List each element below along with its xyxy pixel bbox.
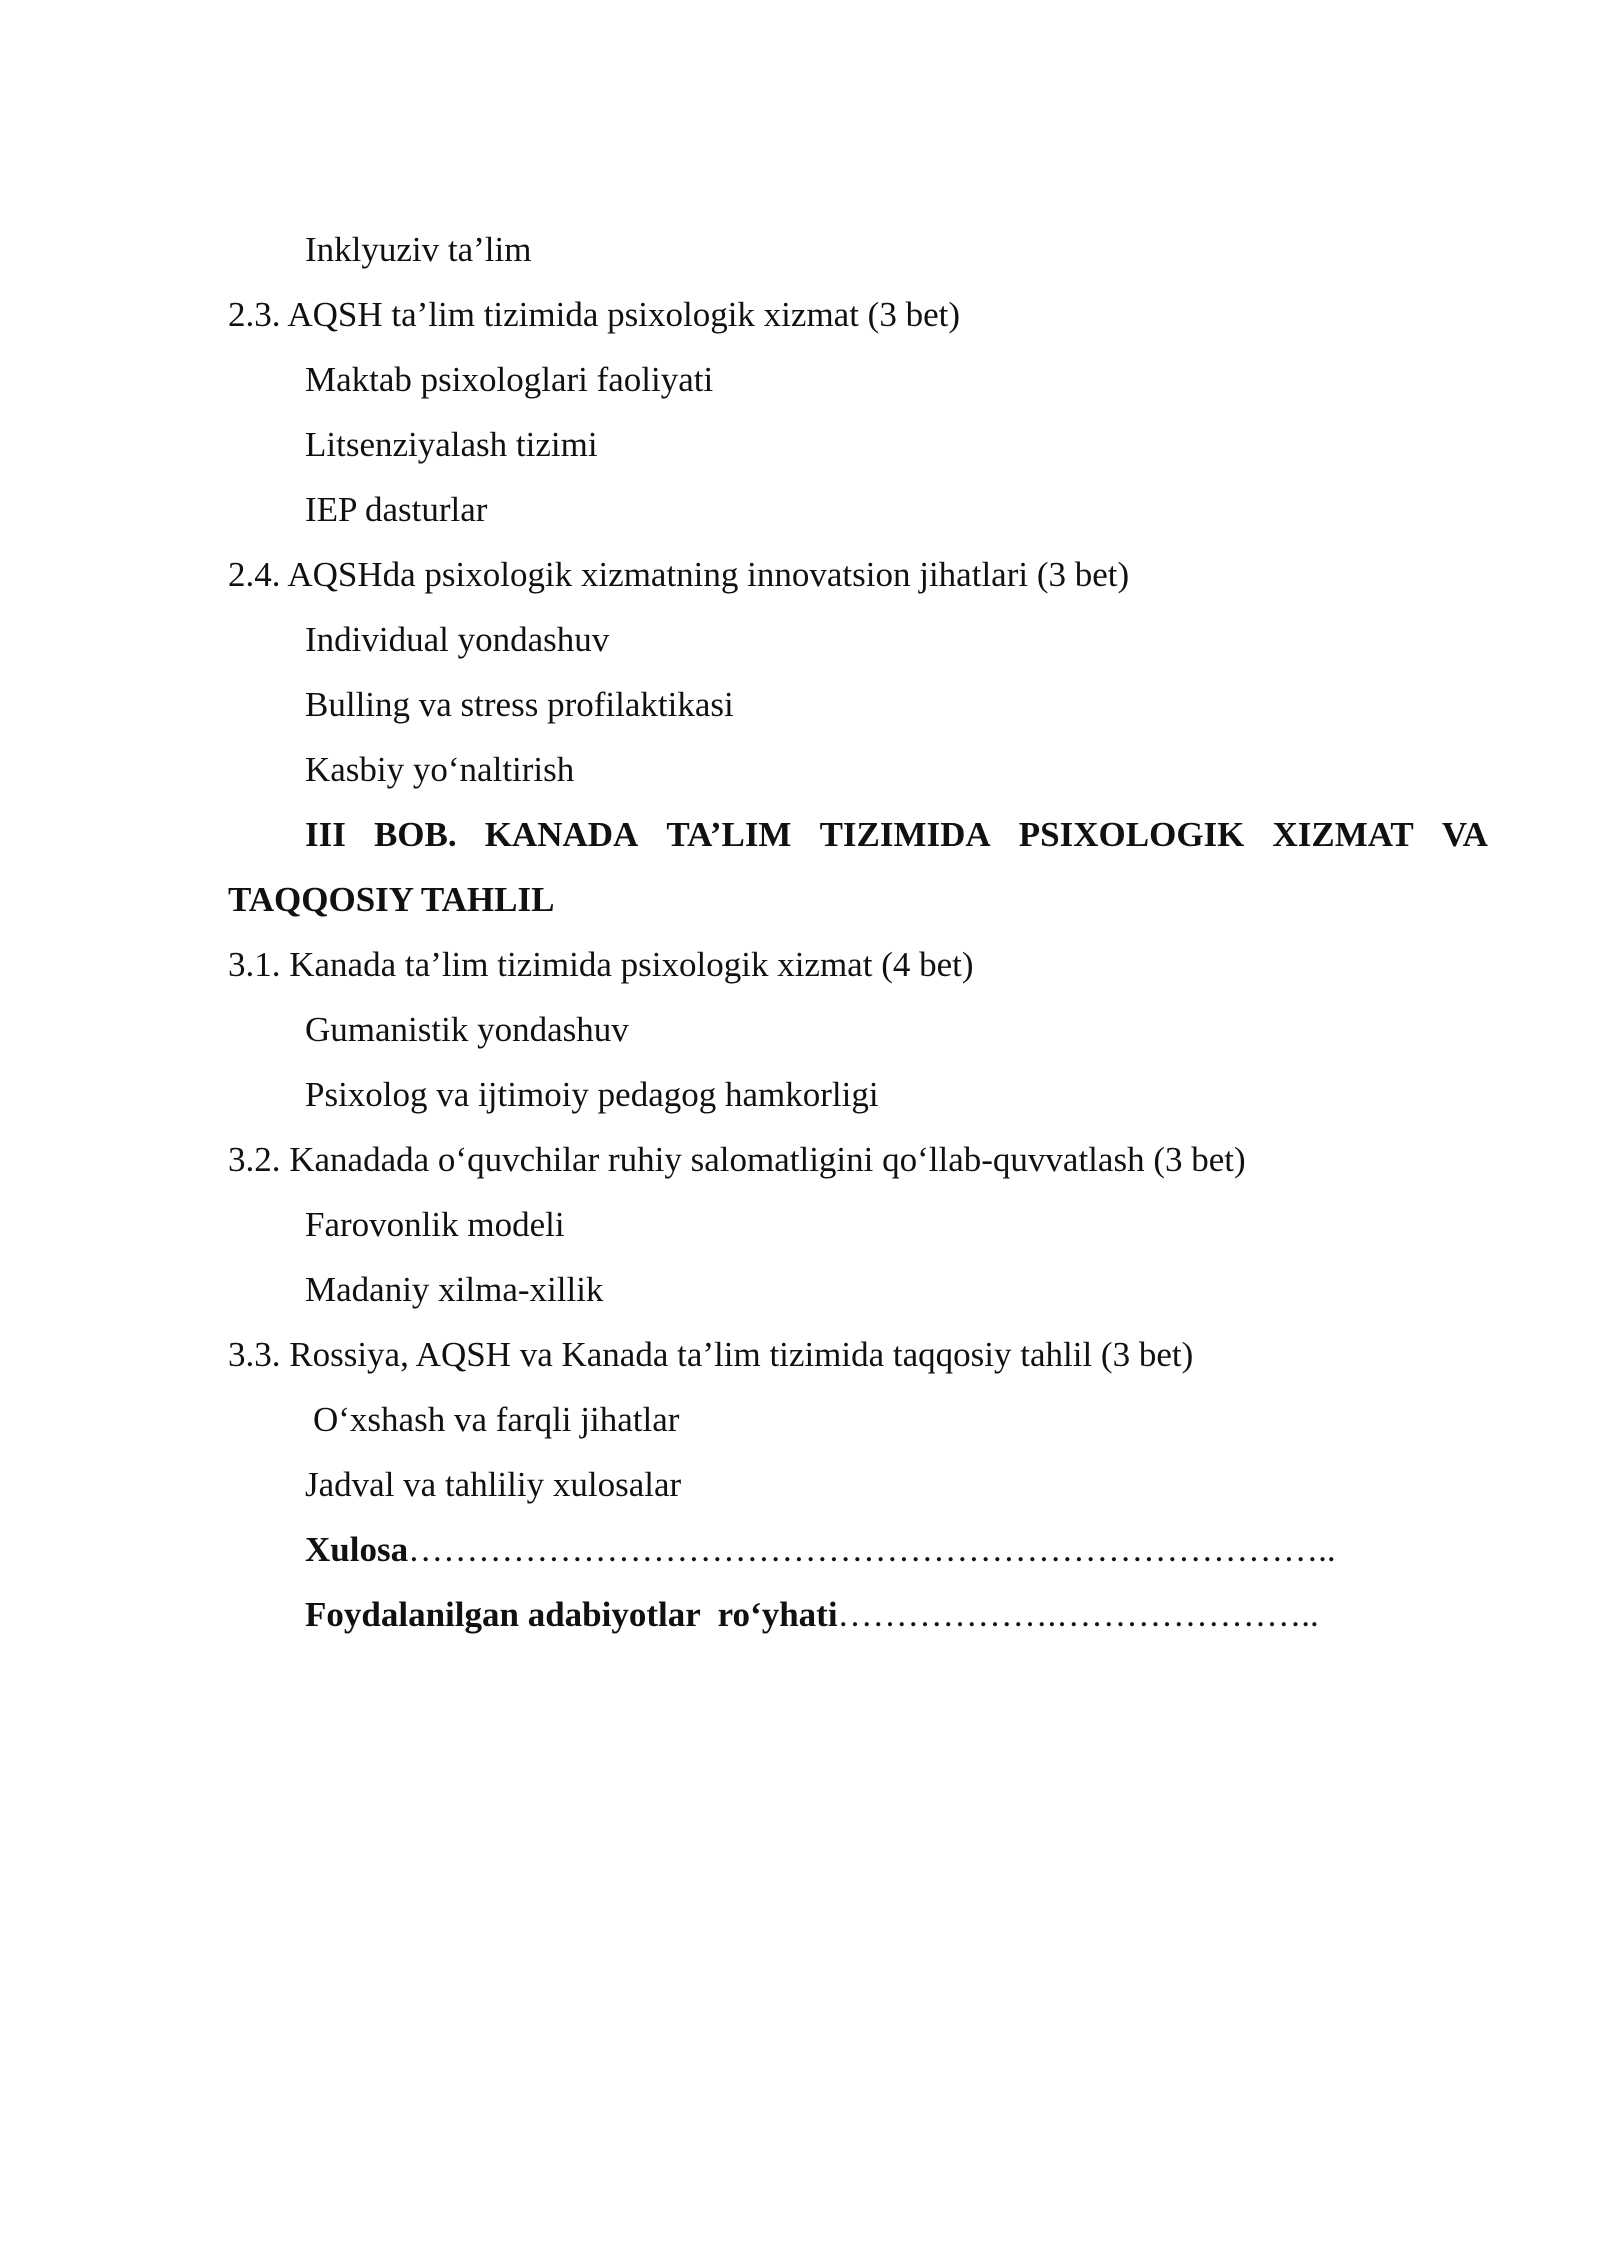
references-leader: ……………….………………….. bbox=[837, 1595, 1319, 1634]
chapter-word: TA’LIM bbox=[666, 815, 792, 854]
chapter-word: KANADA bbox=[484, 815, 639, 854]
toc-section: 2.3. AQSH ta’lim tizimida psixologik xizmat (3 bet) bbox=[228, 295, 960, 334]
toc-section: 3.2. Kanadada o‘quvchilar ruhiy salomatligini qo‘llab-quvvatlash (3 bet) bbox=[228, 1140, 1246, 1179]
toc-subitem: Gumanistik yondashuv bbox=[305, 1010, 629, 1049]
conclusion-label: Xulosa bbox=[305, 1530, 409, 1569]
chapter-word: BOB. bbox=[373, 815, 457, 854]
toc-section: 3.1. Kanada ta’lim tizimida psixologik xizmat (4 bet) bbox=[228, 945, 974, 984]
chapter-heading bbox=[305, 813, 1488, 857]
toc-subitem: Madaniy xilma-xillik bbox=[305, 1270, 604, 1309]
toc-section: 3.3. Rossiya, AQSH va Kanada ta’lim tizimida taqqosiy tahlil (3 bet) bbox=[228, 1335, 1194, 1374]
toc-subitem: Individual yondashuv bbox=[305, 620, 610, 659]
references-label: Foydalanilgan adabiyotlar ro‘yhati bbox=[305, 1595, 838, 1634]
chapter-heading-continuation: TAQQOSIY TAHLIL bbox=[228, 880, 555, 919]
chapter-word: VA bbox=[1441, 815, 1488, 854]
toc-subitem: Maktab psixologlari faoliyati bbox=[305, 360, 714, 399]
toc-subitem: Inklyuziv ta’lim bbox=[305, 230, 532, 269]
chapter-word: III bbox=[305, 815, 346, 854]
toc-subitem: Jadval va tahliliy xulosalar bbox=[305, 1465, 682, 1504]
conclusion-leader: …………………………………………………………………….. bbox=[408, 1530, 1336, 1569]
toc-references bbox=[305, 1593, 1319, 1637]
toc-subitem: Psixolog va ijtimoiy pedagog hamkorligi bbox=[305, 1075, 879, 1114]
chapter-word: XIZMAT bbox=[1272, 815, 1414, 854]
toc-subitem: IEP dasturlar bbox=[305, 490, 488, 529]
toc-subitem: Bulling va stress profilaktikasi bbox=[305, 685, 734, 724]
toc-section: 2.4. AQSHda psixologik xizmatning innovatsion jihatlari (3 bet) bbox=[228, 555, 1130, 594]
toc-subitem: Litsenziyalash tizimi bbox=[305, 425, 598, 464]
toc-subitem: Kasbiy yo‘naltirish bbox=[305, 750, 575, 789]
toc-subitem: Farovonlik modeli bbox=[305, 1205, 565, 1244]
chapter-word: TIZIMIDA bbox=[819, 815, 991, 854]
toc-conclusion bbox=[305, 1528, 1336, 1572]
toc-subitem: O‘xshash va farqli jihatlar bbox=[313, 1400, 680, 1439]
chapter-word: PSIXOLOGIK bbox=[1018, 815, 1245, 854]
